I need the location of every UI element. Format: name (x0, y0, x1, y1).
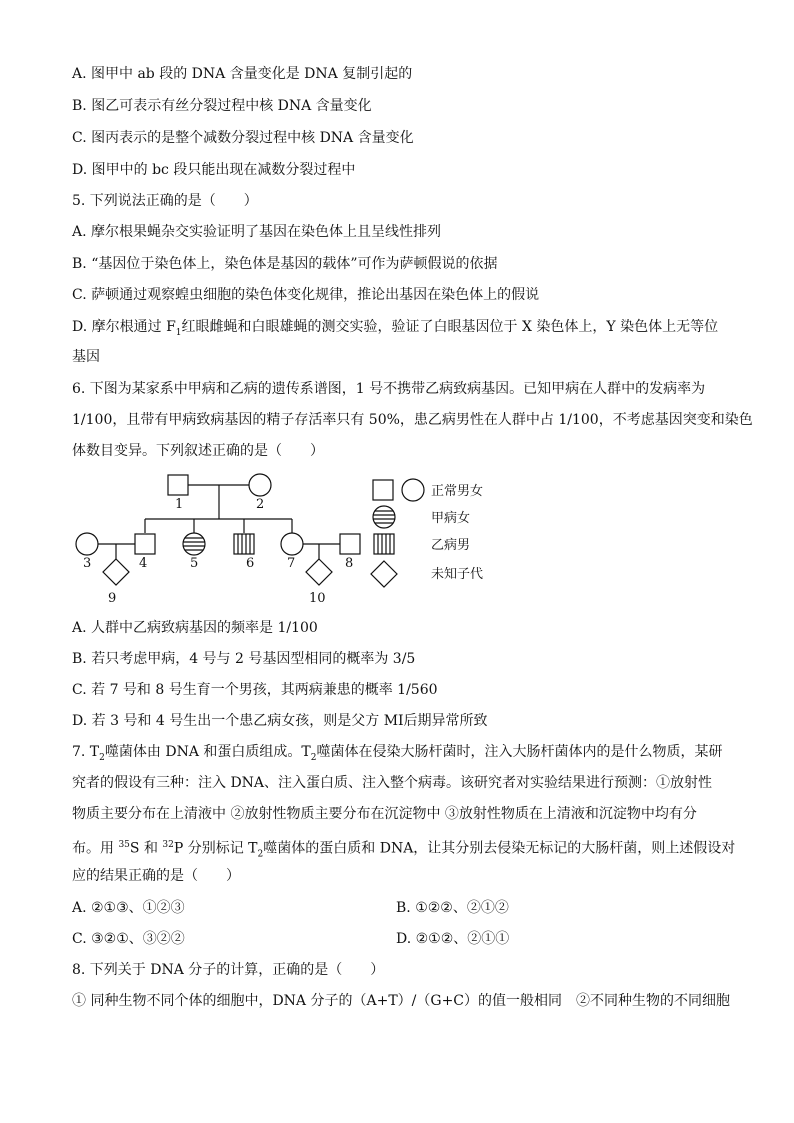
q7-t2: 噬菌体由 DNA 和蛋白质组成。T (104, 744, 311, 760)
label-6: 6 (246, 556, 255, 571)
legend-normal-female (402, 479, 424, 501)
individual-10-unknown (306, 559, 332, 585)
q6-option-b: B. 若只考虑甲病，4 号与 2 号基因型相同的概率为 3/5 (72, 651, 416, 667)
q7-sub2: 2 (310, 752, 317, 763)
individual-6-disease-b-male (234, 534, 254, 554)
q5-option-d (72, 317, 718, 343)
label-8: 8 (345, 556, 354, 571)
q7-sub1: 2 (99, 752, 105, 763)
q4-option-d: D. 图甲中的 bc 段只能出现在减数分裂过程中 (72, 162, 356, 178)
legend-normal-label: 正常男女 (431, 484, 484, 499)
q6-option-d: D. 若 3 号和 4 号生出一个患乙病女孩，则是父方 MⅠ后期异常所致 (72, 713, 488, 729)
individual-9-unknown (103, 559, 129, 585)
label-7: 7 (287, 556, 296, 571)
q6-stem-line1: 6. 下图为某家系中甲病和乙病的遗传系谱图，1 号不携带乙病致病基因。已知甲病在人群中的发病率为 (72, 381, 706, 397)
q6-stem-line3: 体数目变异。下列叙述正确的是（ ） (72, 443, 324, 459)
legend-unknown-label: 未知子代 (431, 567, 484, 582)
label-1: 1 (175, 497, 184, 512)
q7-t1: 7. T (72, 744, 100, 760)
label-2: 2 (256, 497, 265, 512)
q7-sup1: 35 (118, 840, 130, 850)
q7-t6: P 分别标记 T (173, 840, 258, 857)
q7-t4: 布。用 (72, 840, 119, 857)
q5-option-a: A. 摩尔根果蝇杂交实验证明了基因在染色体上且呈线性排列 (72, 224, 442, 240)
q5-d-text-b: 红眼雌蝇和白眼雄蝇的测交实验，验证了白眼基因位于 X 染色体上，Y 染色体上无等位 (181, 319, 719, 335)
q5-stem: 5. 下列说法正确的是（ ） (72, 193, 258, 209)
q8-stem: 8. 下列关于 DNA 分子的计算，正确的是（ ） (72, 962, 385, 978)
q5-option-b: B. “基因位于染色体上，染色体是基因的载体”可作为萨顿假说的依据 (72, 256, 498, 272)
q7-sub3: 2 (257, 849, 264, 860)
q7-option-a: A. ②①③、①②③ (72, 900, 185, 916)
legend-disease-b-male (374, 534, 394, 554)
individual-7-female (281, 533, 303, 555)
q4-option-a: A. 图甲中 ab 段的 DNA 含量变化是 DNA 复制引起的 (72, 66, 413, 82)
q6-option-a: A. 人群中乙病致病基因的频率是 1/100 (72, 620, 318, 636)
q4-option-b: B. 图乙可表示有丝分裂过程中核 DNA 含量变化 (72, 98, 372, 114)
individual-1-male (168, 475, 188, 495)
individual-4-male (135, 534, 155, 554)
q7-stem-line1 (72, 742, 722, 768)
label-3: 3 (83, 556, 92, 571)
q5-option-c: C. 萨顿通过观察蝗虫细胞的染色体变化规律，推论出基因在染色体上的假说 (72, 287, 540, 303)
q7-sup2: 32 (162, 840, 174, 850)
pedigree-diagram (70, 466, 520, 616)
q7-t3: 噬菌体在侵染大肠杆菌时，注入大肠杆菌体内的是什么物质，某研 (316, 744, 723, 760)
q5-option-d-cont: 基因 (72, 349, 100, 365)
legend-disease-a-label: 甲病女 (431, 511, 471, 526)
q8-line1: ① 同种生物不同个体的细胞中，DNA 分子的（A+T）/（G+C）的值一般相同 ②不同种生物的不同细胞 (72, 993, 731, 1009)
q7-option-b: B. ①②②、②①② (396, 900, 509, 916)
q6-option-c: C. 若 7 号和 8 号生育一个男孩，其两病兼患的概率 1/560 (72, 682, 438, 698)
label-4: 4 (139, 556, 148, 571)
label-5: 5 (190, 556, 199, 571)
q5-d-sub: 1 (175, 327, 182, 338)
q7-stem-line3: 物质主要分布在上清液中 ②放射性物质主要分布在沉淀物中 ③放射性物质在上清液和沉淀物中均有分 (72, 806, 697, 822)
individual-2-female (249, 474, 271, 496)
q7-stem-line2: 究者的假设有三种：注入 DNA、注入蛋白质、注入整个病毒。该研究者对实验结果进行预测：①放射性 (72, 775, 713, 791)
q7-option-d: D. ②①②、②①① (396, 931, 510, 947)
q7-t5: S 和 (129, 840, 163, 857)
q7-stem-line4 (72, 835, 735, 864)
label-9: 9 (108, 591, 117, 606)
legend-disease-b-label: 乙病男 (431, 538, 471, 553)
individual-8-male (340, 534, 360, 554)
q5-d-text-a: D. 摩尔根通过 F (72, 319, 176, 335)
q4-option-c: C. 图丙表示的是整个减数分裂过程中核 DNA 含量变化 (72, 130, 414, 146)
label-10: 10 (309, 591, 326, 606)
legend-normal-male (373, 480, 393, 500)
q6-stem-line2: 1/100，且带有甲病致病基因的精子存活率只有 50%，患乙病男性在人群中占 1/100，不考虑基因突变和染色 (72, 412, 753, 428)
individual-3-female (76, 533, 98, 555)
q7-stem-line5: 应的结果正确的是（ ） (72, 868, 240, 884)
q7-t7: 噬菌体的蛋白质和 DNA，让其分别去侵染无标记的大肠杆菌，则上述假设对 (263, 840, 736, 857)
legend-unknown-child (371, 561, 397, 587)
q7-option-c: C. ③②①、③②② (72, 931, 185, 947)
